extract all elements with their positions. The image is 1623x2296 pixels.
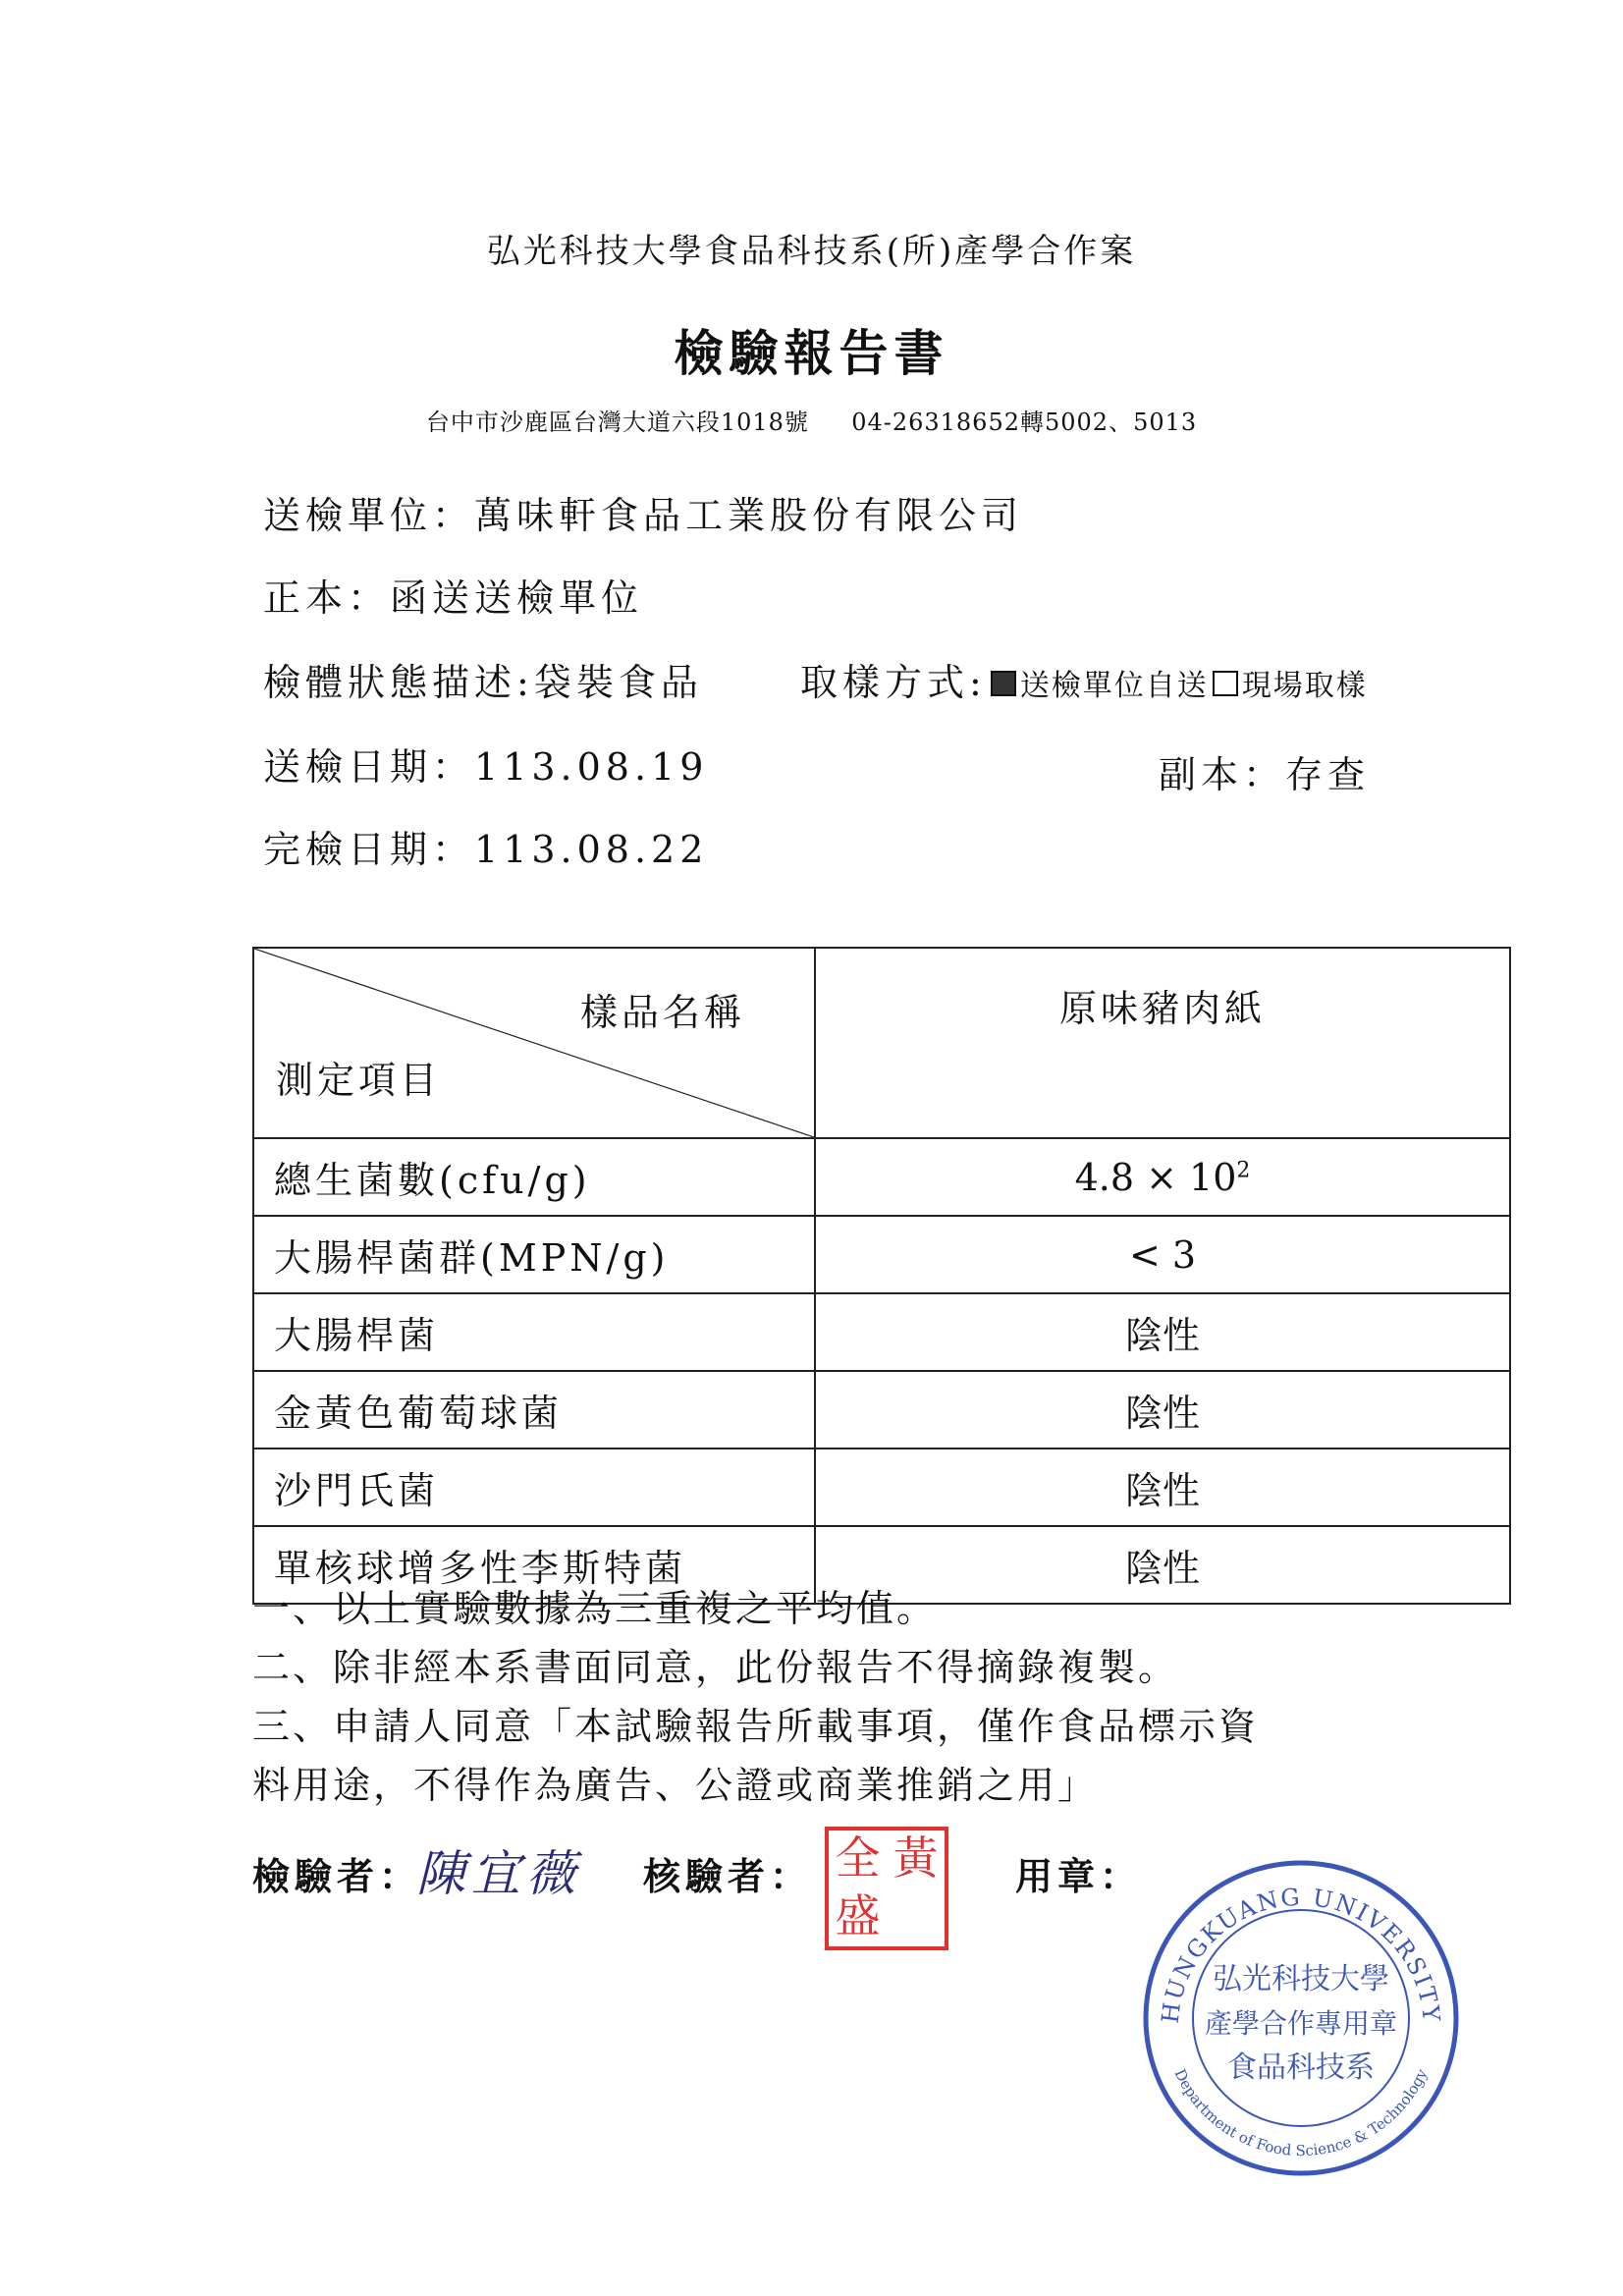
checkbox-self-delivered[interactable] [991, 671, 1016, 696]
table-header-row [253, 948, 1510, 1138]
complete-date-value: 113.08.22 [474, 828, 709, 871]
original-field [263, 568, 643, 622]
result-mantissa: 4.8 × 10 [1074, 1155, 1237, 1199]
stamp-line: 產學合作專用章 [1204, 2007, 1398, 2040]
reviewer-seal [825, 1827, 948, 1950]
complete-date-field [263, 819, 708, 873]
note-line: 三、申請人同意「本試驗報告所載事項，僅作食品標示資 [252, 1705, 1260, 1748]
result-exponent: 2 [1236, 1157, 1251, 1182]
result-cell: < 3 [815, 1216, 1510, 1293]
item-cell: 金黃色葡萄球菌 [253, 1371, 815, 1449]
original-label: 正本： [263, 576, 391, 620]
stamp-text-top: HUNGKUANG UNIVERSITY [1156, 1883, 1446, 2025]
phone: 04-26318652轉5002、5013 [851, 409, 1198, 436]
original-value: 函送送檢單位 [390, 576, 644, 620]
result-cell: 陰性 [815, 1449, 1510, 1526]
submitter-value: 萬味軒食品工業股份有限公司 [474, 494, 1024, 537]
sample-state-value: 袋裝食品 [533, 661, 703, 704]
submitter-label: 送檢單位： [263, 494, 475, 537]
copy-field [1159, 744, 1370, 798]
report-title: 檢驗報告書 [674, 324, 949, 382]
inspector-label: 檢驗者： [252, 1854, 422, 1898]
diagonal-header-cell [253, 948, 815, 1138]
note-line: 一、以上實驗數據為三重複之平均值。 [252, 1587, 938, 1630]
diagonal-line [254, 949, 814, 1137]
stamp-text-bottom: Department of Food Science & Technology [1170, 2066, 1432, 2160]
submit-date-field [263, 737, 708, 791]
item-cell: 沙門氏菌 [253, 1449, 815, 1526]
reviewer-label: 核驗者： [643, 1854, 813, 1898]
table-row [253, 1293, 1510, 1371]
complete-date-label: 完檢日期： [263, 828, 475, 871]
submitter-field [263, 485, 1023, 539]
copy-value: 存查 [1285, 753, 1371, 796]
seal-char: 黃 [893, 1831, 939, 1885]
sample-name-cell: 原味豬肉紙 [815, 948, 1510, 1138]
address: 台中市沙鹿區台灣大道六段1018號 [425, 409, 809, 436]
sampling-label: 取樣方式: [800, 661, 987, 704]
sample-name-header: 樣品名稱 [579, 991, 745, 1034]
seal-char: 盛 [835, 1889, 881, 1942]
item-cell: 大腸桿菌 [253, 1293, 815, 1371]
table-row [253, 1138, 1510, 1216]
sample-state-label: 檢體狀態描述: [263, 661, 534, 704]
inspector-signature: 陳宜薇 [416, 1845, 581, 1902]
note-line: 二、除非經本系書面同意，此份報告不得摘錄複製。 [252, 1646, 1179, 1689]
table-row [253, 1449, 1510, 1526]
test-item-header: 測定項目 [276, 1059, 442, 1102]
checkbox-onsite-sampling[interactable] [1213, 671, 1238, 696]
sampling-method-field [800, 652, 1368, 706]
result-cell: 陰性 [815, 1371, 1510, 1449]
item-cell: 大腸桿菌群(MPN/g) [253, 1216, 815, 1293]
result-cell: 陰性 [815, 1526, 1510, 1604]
note-line: 料用途，不得作為廣告、公證或商業推銷之用」 [252, 1764, 1099, 1807]
option-self-delivered: 送檢單位自送 [1019, 669, 1209, 703]
seal-char: 全 [835, 1831, 881, 1885]
official-stamp [1139, 1856, 1463, 2180]
contact-line [0, 403, 1623, 437]
notes [252, 1579, 1259, 1815]
item-cell: 總生菌數(cfu/g) [253, 1138, 815, 1216]
sample-state-field [263, 652, 703, 706]
stamp-label: 用章： [1015, 1854, 1143, 1898]
institution-heading: 弘光科技大學食品科技系(所)產學合作案 [486, 232, 1137, 271]
item-cell: 單核球增多性李斯特菌 [253, 1526, 815, 1604]
result-cell [815, 1138, 1510, 1216]
results-table [252, 947, 1511, 1605]
stamp-line: 食品科技系 [1227, 2050, 1375, 2085]
submit-date-value: 113.08.19 [474, 745, 709, 789]
table-row [253, 1216, 1510, 1293]
option-onsite-sampling: 現場取樣 [1241, 669, 1368, 703]
seal-char [887, 1888, 945, 1946]
result-cell: 陰性 [815, 1293, 1510, 1371]
stamp-line: 弘光科技大學 [1213, 1962, 1389, 1996]
table-row [253, 1371, 1510, 1449]
submit-date-label: 送檢日期： [263, 745, 475, 789]
copy-label: 副本： [1159, 753, 1286, 796]
